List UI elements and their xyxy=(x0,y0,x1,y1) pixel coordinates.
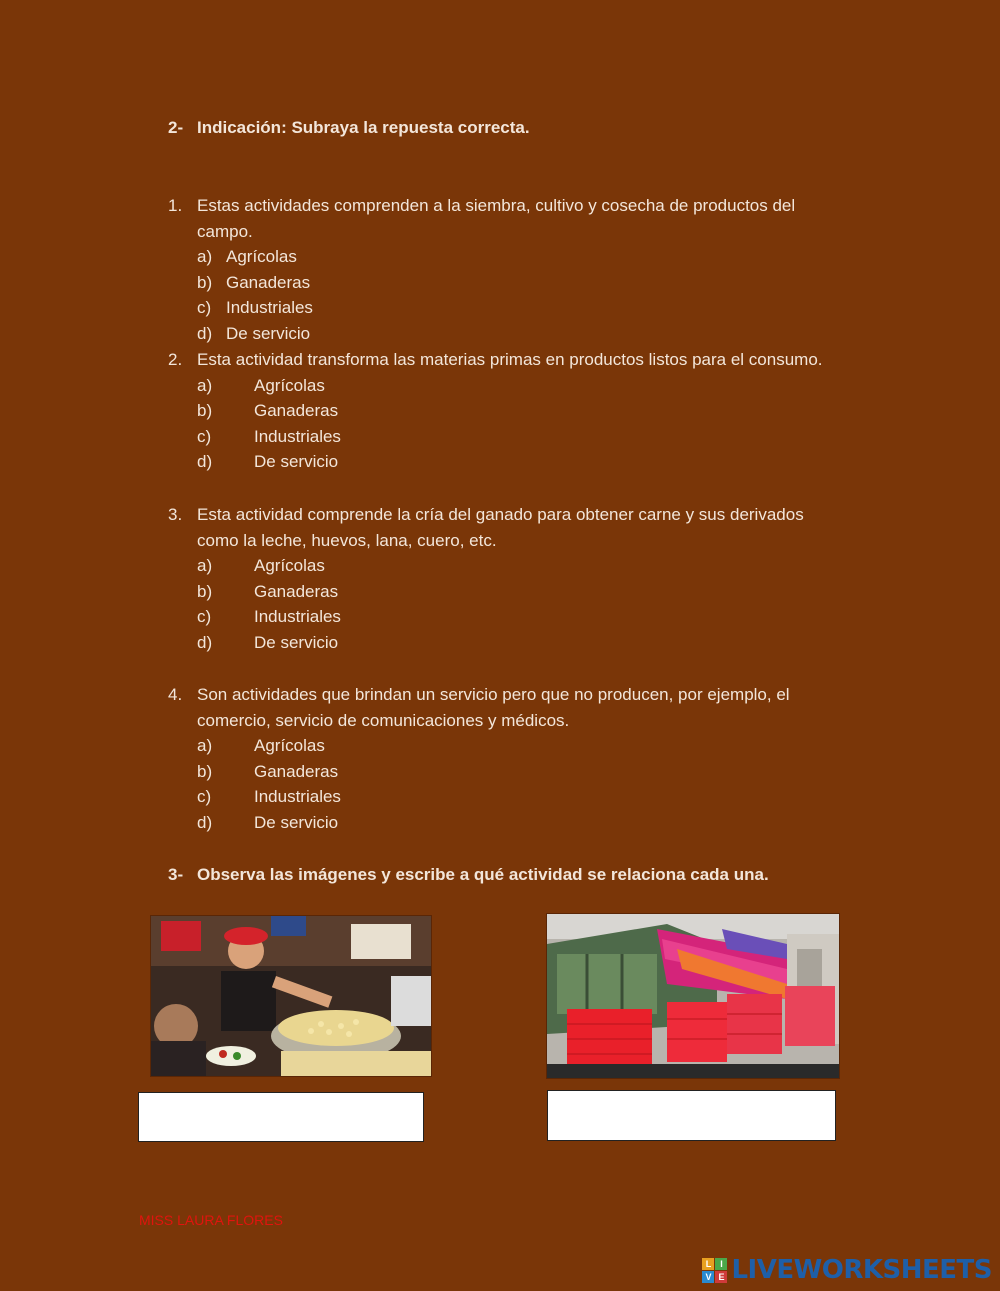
option-text[interactable]: Agrícolas xyxy=(254,736,325,756)
logo-block-e: E xyxy=(715,1271,727,1283)
option-letter: c) xyxy=(197,607,212,627)
option-text[interactable]: Industriales xyxy=(254,607,341,627)
question-text-continued: comercio, servicio de comunicaciones y médicos. xyxy=(197,710,570,730)
question-1 xyxy=(168,193,868,347)
section-title: Indicación: Subraya la repuesta correcta. xyxy=(197,118,530,137)
option-d[interactable] xyxy=(168,449,888,475)
option-b[interactable] xyxy=(168,398,888,424)
option-letter: a) xyxy=(197,247,213,267)
option-letter: b) xyxy=(197,581,213,601)
option-d[interactable] xyxy=(168,321,868,347)
option-c[interactable] xyxy=(168,295,868,321)
question-text-continued: campo. xyxy=(197,221,253,241)
liveworksheets-logo xyxy=(702,1255,992,1285)
option-letter: b) xyxy=(197,272,213,292)
question-text: Esta actividad comprende la cría del ganado para obtener carne y sus derivados xyxy=(197,505,804,524)
option-b[interactable] xyxy=(168,270,868,296)
option-letter: d) xyxy=(197,812,213,832)
logo-blocks-icon xyxy=(702,1258,727,1283)
option-c[interactable] xyxy=(168,604,868,630)
question-number: 1. xyxy=(168,196,183,215)
answer-input-left[interactable] xyxy=(138,1092,424,1142)
question-text: Esta actividad transforma las materias primas en productos listos para el consumo. xyxy=(197,350,823,369)
question-text: Son actividades que brindan un servicio pero que no producen, por ejemplo, el xyxy=(197,685,790,704)
question-3 xyxy=(168,502,868,656)
option-text[interactable]: Ganaderas xyxy=(254,761,339,781)
option-text[interactable]: Industriales xyxy=(226,298,313,318)
question-text-continued: como la leche, huevos, lana, cuero, etc. xyxy=(197,530,497,550)
option-letter: b) xyxy=(197,761,213,781)
section-number: 2- xyxy=(168,118,184,137)
option-letter: c) xyxy=(197,426,212,446)
option-a[interactable] xyxy=(168,244,868,270)
option-text[interactable]: Industriales xyxy=(254,426,341,446)
option-letter: d) xyxy=(197,323,213,343)
option-text[interactable]: Ganaderas xyxy=(254,401,339,421)
option-letter: d) xyxy=(197,632,213,652)
option-c[interactable] xyxy=(168,784,868,810)
option-text[interactable]: Agrícolas xyxy=(226,247,297,267)
option-text[interactable]: De servicio xyxy=(226,323,311,343)
option-letter: a) xyxy=(197,375,213,395)
option-text[interactable]: De servicio xyxy=(254,812,339,832)
option-text[interactable]: Agrícolas xyxy=(254,556,325,576)
option-c[interactable] xyxy=(168,424,888,450)
food-vendor-photo xyxy=(150,915,432,1077)
option-d[interactable] xyxy=(168,630,868,656)
option-a[interactable] xyxy=(168,373,888,399)
section-number: 3- xyxy=(168,865,184,884)
option-letter: c) xyxy=(197,787,212,807)
option-letter: a) xyxy=(197,556,213,576)
option-text[interactable]: De servicio xyxy=(254,632,339,652)
logo-text: LIVEWORKSHEETS xyxy=(731,1255,992,1285)
option-text[interactable]: Industriales xyxy=(254,787,341,807)
author-credit: MISS LAURA FLORES xyxy=(139,1212,283,1228)
logo-block-i: I xyxy=(715,1258,727,1270)
answer-input-right[interactable] xyxy=(547,1090,836,1141)
section-3-heading xyxy=(168,862,888,888)
logo-block-v: V xyxy=(702,1271,714,1283)
option-a[interactable] xyxy=(168,553,868,579)
question-2 xyxy=(168,347,888,475)
question-number: 2. xyxy=(168,350,183,369)
option-letter: a) xyxy=(197,736,213,756)
question-text: Estas actividades comprenden a la siembra, cultivo y cosecha de productos del xyxy=(197,196,796,215)
option-text[interactable]: Agrícolas xyxy=(254,375,325,395)
food-vendor-illustration xyxy=(151,916,431,1076)
textile-factory-illustration xyxy=(547,914,839,1078)
option-d[interactable] xyxy=(168,810,868,836)
question-number: 3. xyxy=(168,505,183,524)
option-letter: c) xyxy=(197,298,212,318)
option-letter: b) xyxy=(197,401,213,421)
question-4 xyxy=(168,682,868,836)
option-text[interactable]: De servicio xyxy=(254,452,339,472)
textile-factory-photo xyxy=(546,913,840,1079)
logo-block-l: L xyxy=(702,1258,714,1270)
option-text[interactable]: Ganaderas xyxy=(254,581,339,601)
option-text[interactable]: Ganaderas xyxy=(226,272,311,292)
option-a[interactable] xyxy=(168,733,868,759)
option-letter: d) xyxy=(197,452,213,472)
section-title: Observa las imágenes y escribe a qué actividad se relaciona cada una. xyxy=(197,865,769,884)
question-number: 4. xyxy=(168,685,183,704)
option-b[interactable] xyxy=(168,759,868,785)
option-b[interactable] xyxy=(168,579,868,605)
